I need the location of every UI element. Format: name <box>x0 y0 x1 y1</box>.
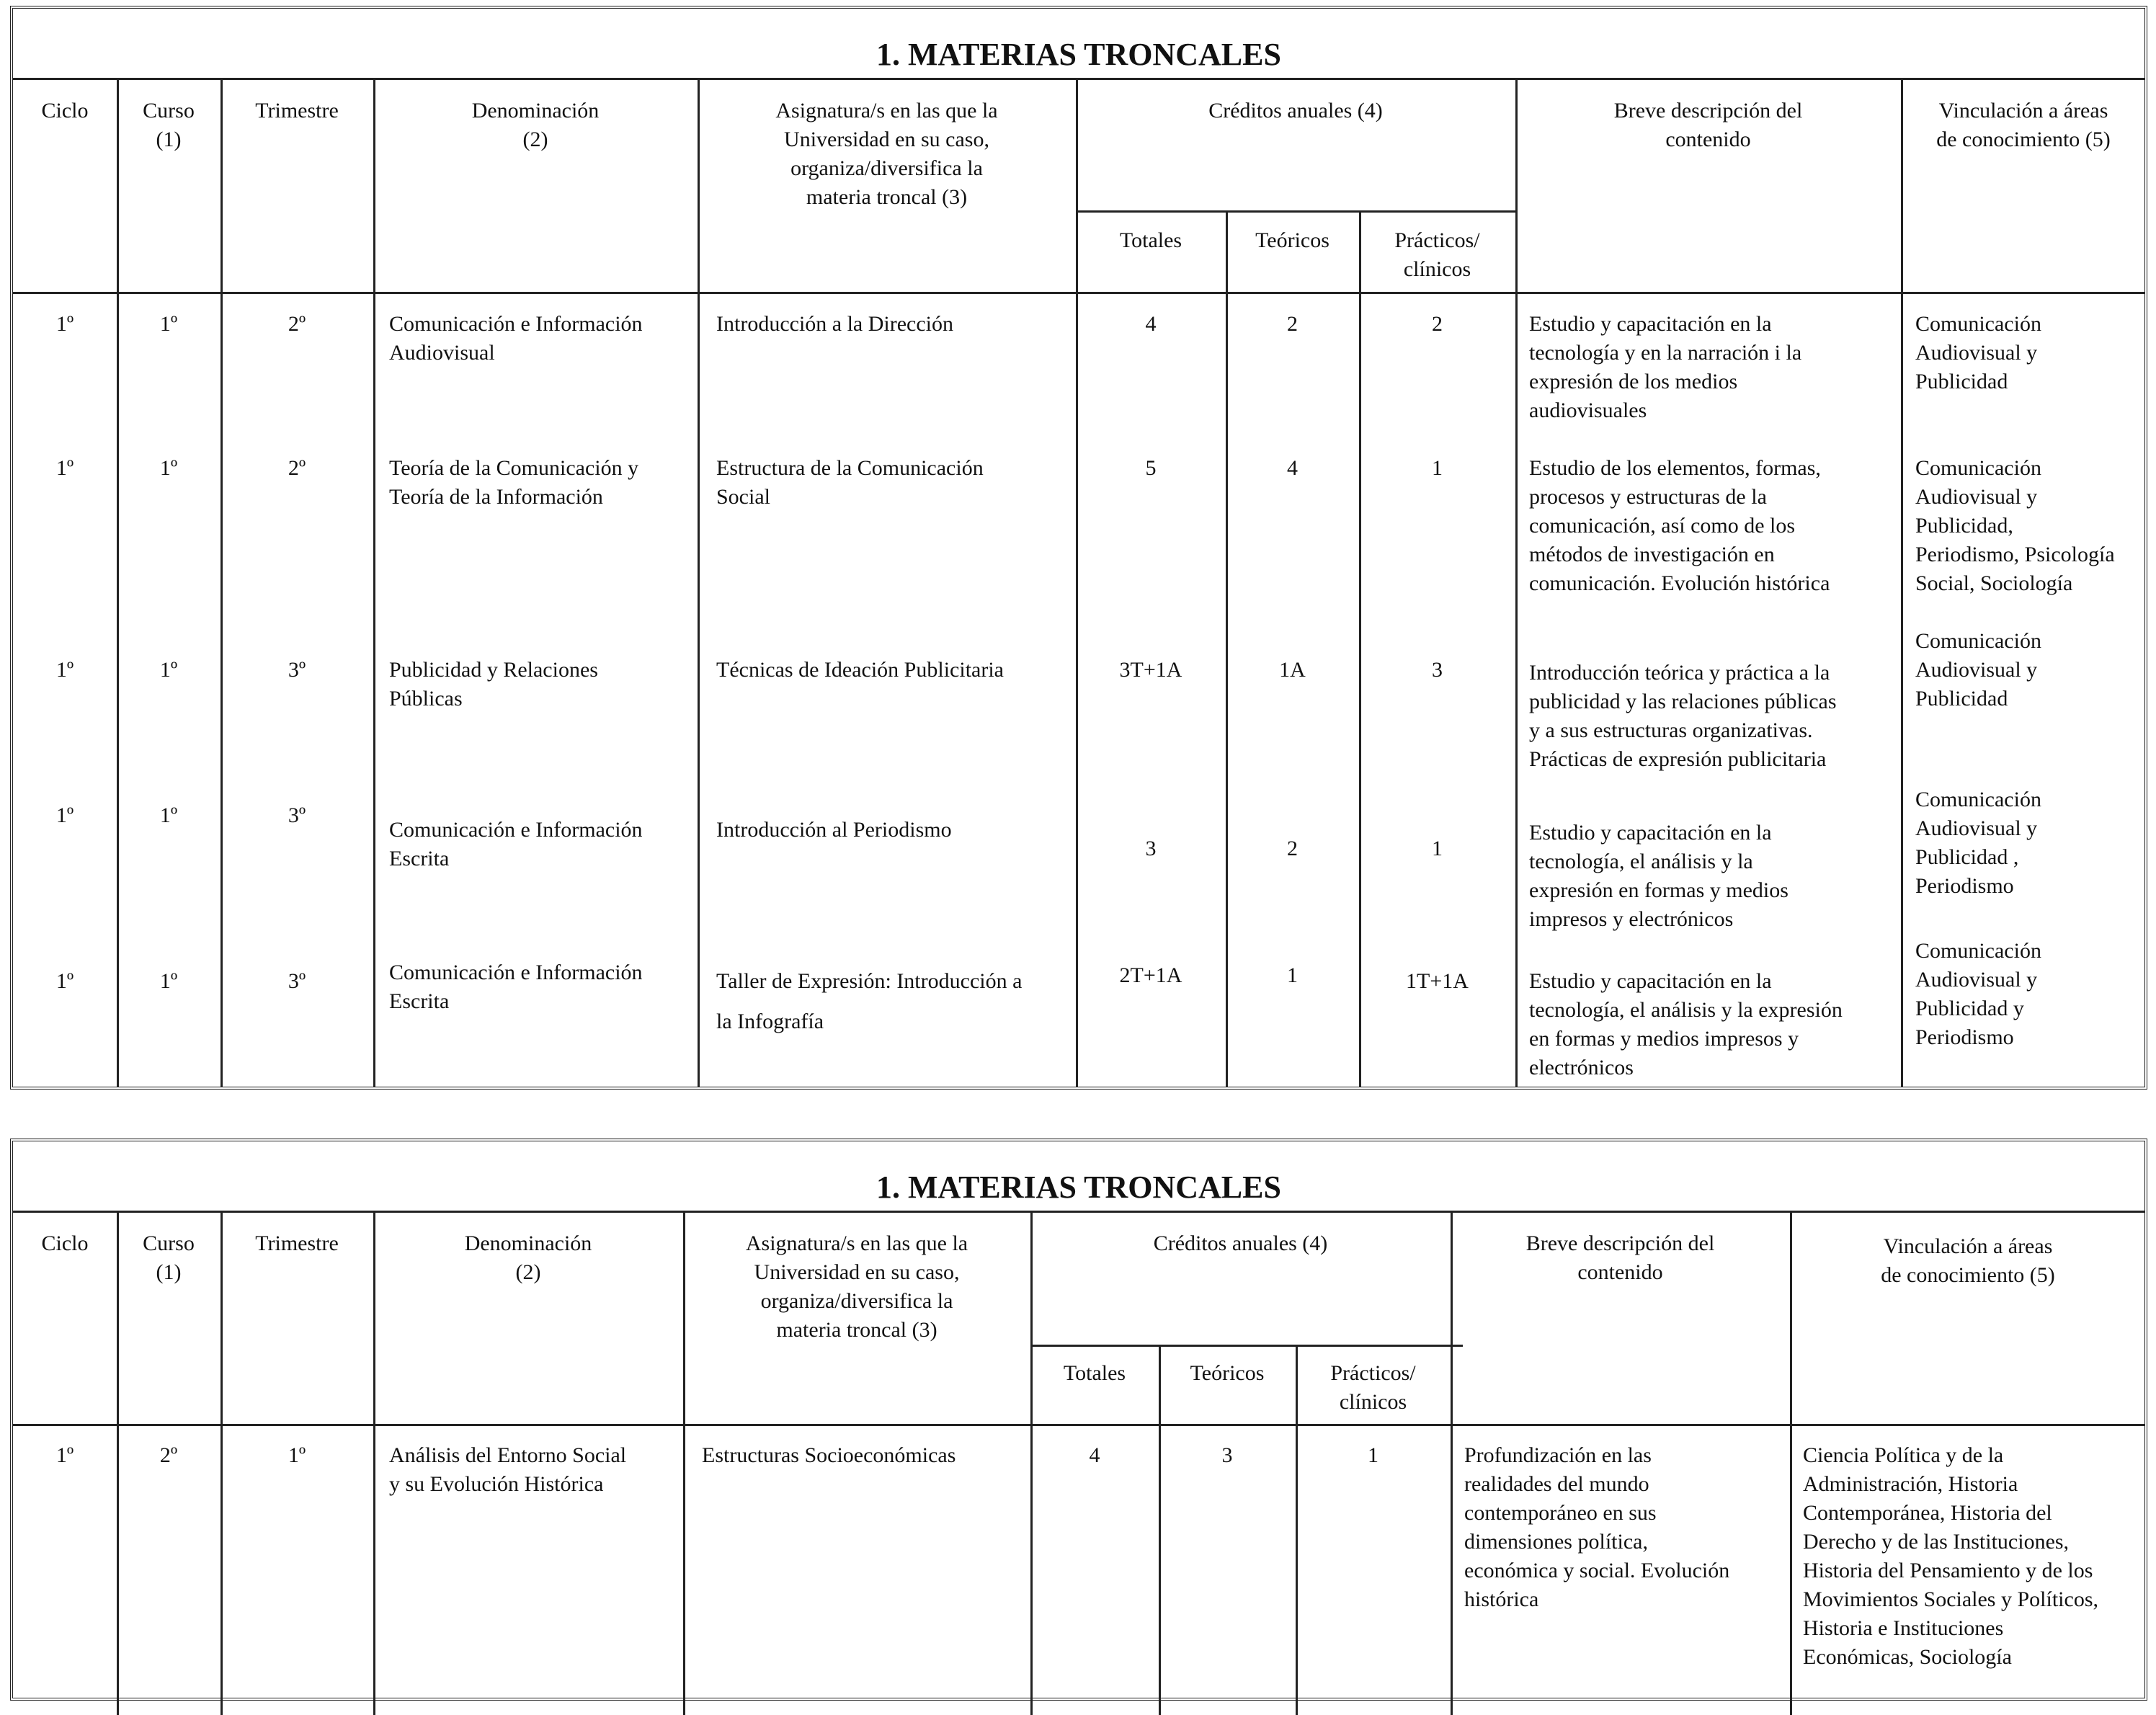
cell-curso: 2º <box>159 1443 178 1467</box>
table-2 <box>10 1139 2147 1701</box>
cell-teoricos: 1 <box>1287 963 1298 987</box>
cell-curso: 1º <box>159 312 178 336</box>
header-creditos: Créditos anuales (4) <box>1153 1231 1328 1255</box>
cell-vinculacion: Ciencia Política y de la Administración, Historia Contemporánea, Historia del Derecho y de las Instituciones, Historia del Pensamiento y de los Movimientos Sociales y Políticos, Historia e Instituciones Económicas, Sociología <box>1803 1443 2098 1669</box>
header-vinculacion: Vinculación a áreas de conocimiento (5) <box>1881 1234 2055 1287</box>
cell-teoricos: 1A <box>1279 658 1306 682</box>
cell-asignatura: Estructuras Socioeconómicas <box>702 1443 956 1467</box>
header-denominacion: Denominación (2) <box>464 1231 592 1284</box>
cell-practicos: 1 <box>1368 1443 1378 1467</box>
cell-teoricos: 2 <box>1287 312 1298 336</box>
cell-curso: 1º <box>159 456 178 480</box>
header-asignaturas: Asignatura/s en las que la Universidad en su caso, organiza/diversifica la materia troncal (3) <box>745 1231 968 1342</box>
header-trimestre: Trimestre <box>255 1231 339 1255</box>
cell-practicos: 1 <box>1432 837 1443 860</box>
header-ciclo: Ciclo <box>41 99 89 122</box>
cell-practicos: 1T+1A <box>1406 969 1469 993</box>
cell-trimestre: 2º <box>288 312 306 336</box>
header-curso: Curso (1) <box>143 99 195 151</box>
cell-totales: 5 <box>1145 456 1157 480</box>
cell-trimestre: 3º <box>288 658 306 682</box>
cell-ciclo: 1º <box>55 658 74 682</box>
cell-totales: 2T+1A <box>1119 963 1182 987</box>
header-asignaturas: Asignatura/s en las que la Universidad en su caso, organiza/diversifica la materia troncal (3) <box>775 99 998 209</box>
cell-practicos: 2 <box>1432 312 1443 336</box>
header-descripcion: Breve descripción del contenido <box>1525 1231 1715 1284</box>
cell-curso: 1º <box>159 803 178 827</box>
header-ciclo: Ciclo <box>41 1231 89 1255</box>
cell-practicos: 1 <box>1432 456 1443 480</box>
cell-vinculacion: Comunicación Audiovisual y Publicidad , Periodismo <box>1915 788 2041 898</box>
cell-totales: 3 <box>1145 837 1157 860</box>
cell-teoricos: 4 <box>1287 456 1298 480</box>
cell-trimestre: 3º <box>288 803 306 827</box>
cell-asignatura: Estructura de la Comunicación Social <box>716 456 984 509</box>
cell-vinculacion: Comunicación Audiovisual y Publicidad y Periodismo <box>1915 939 2041 1049</box>
header-totales: Totales <box>1119 228 1182 252</box>
cell-asignatura: Introducción al Periodismo <box>716 818 952 842</box>
cell-teoricos: 2 <box>1287 837 1298 860</box>
header-practicos: Prácticos/ clínicos <box>1330 1361 1416 1414</box>
cell-denominacion: Publicidad y Relaciones Públicas <box>389 658 598 710</box>
cell-ciclo: 1º <box>55 1443 74 1467</box>
cell-vinculacion: Comunicación Audiovisual y Publicidad <box>1915 629 2041 710</box>
header-teoricos: Teóricos <box>1190 1361 1265 1385</box>
cell-asignatura: Taller de Expresión: Introducción a la Infografía <box>716 969 1023 1033</box>
header-curso: Curso (1) <box>143 1231 195 1284</box>
cell-vinculacion: Comunicación Audiovisual y Publicidad, Periodismo, Psicología Social, Sociología <box>1915 456 2115 595</box>
header-vinculacion: Vinculación a áreas de conocimiento (5) <box>1936 99 2111 151</box>
cell-ciclo: 1º <box>55 969 74 993</box>
cell-denominacion: Teoría de la Comunicación y Teoría de la Información <box>389 456 639 509</box>
cell-descripcion: Estudio y capacitación en la tecnología, el análisis y la expresión en formas y medios impresos y electrónicos <box>1529 821 1788 931</box>
cell-trimestre: 1º <box>288 1443 306 1467</box>
cell-descripcion: Estudio de los elementos, formas, procesos y estructuras de la comunicación, así como de los métodos de investigación en comunicación. Evolución histórica <box>1529 456 1830 595</box>
cell-descripcion: Estudio y capacitación en la tecnología, el análisis y la expresión en formas y medios impresos y electrónicos <box>1529 969 1843 1079</box>
header-denominacion: Denominación (2) <box>471 99 600 151</box>
cell-denominacion: Comunicación e Información Escrita <box>389 818 643 870</box>
header-creditos: Créditos anuales (4) <box>1208 99 1383 122</box>
cell-curso: 1º <box>159 658 178 682</box>
table-title: 1. MATERIAS TRONCALES <box>876 1170 1281 1205</box>
header-practicos: Prácticos/ clínicos <box>1394 228 1480 281</box>
cell-descripcion: Introducción teórica y práctica a la publicidad y las relaciones públicas y a sus estructuras organizativas. Prácticas de expresión publicitaria <box>1529 661 1837 771</box>
cell-teoricos: 3 <box>1221 1443 1233 1467</box>
cell-ciclo: 1º <box>55 803 74 827</box>
cell-denominacion: Comunicación e Información Audiovisual <box>389 312 643 365</box>
cell-descripcion: Estudio y capacitación en la tecnología y en la narración i la expresión de los medios audiovisuales <box>1529 312 1802 422</box>
cell-practicos: 3 <box>1432 658 1443 682</box>
cell-trimestre: 3º <box>288 969 306 993</box>
cell-trimestre: 2º <box>288 456 306 480</box>
cell-totales: 4 <box>1145 312 1157 336</box>
cell-vinculacion: Comunicación Audiovisual y Publicidad <box>1915 312 2041 393</box>
header-descripcion: Breve descripción del contenido <box>1613 99 1803 151</box>
cell-asignatura: Introducción a la Dirección <box>716 312 954 336</box>
cell-curso: 1º <box>159 969 178 993</box>
cell-totales: 3T+1A <box>1119 658 1182 682</box>
cell-denominacion: Comunicación e Información Escrita <box>389 961 643 1013</box>
header-trimestre: Trimestre <box>255 99 339 122</box>
table-title: 1. MATERIAS TRONCALES <box>876 37 1281 72</box>
cell-descripcion: Profundización en las realidades del mundo contemporáneo en sus dimensiones política, económica y social. Evolución histórica <box>1464 1443 1730 1611</box>
cell-totales: 4 <box>1089 1443 1100 1467</box>
cell-ciclo: 1º <box>55 312 74 336</box>
header-teoricos: Teóricos <box>1255 228 1329 252</box>
table-1 <box>10 6 2147 1090</box>
cell-asignatura: Técnicas de Ideación Publicitaria <box>716 658 1004 682</box>
header-totales: Totales <box>1063 1361 1126 1385</box>
cell-ciclo: 1º <box>55 456 74 480</box>
cell-denominacion: Análisis del Entorno Social y su Evolución Histórica <box>389 1443 627 1496</box>
